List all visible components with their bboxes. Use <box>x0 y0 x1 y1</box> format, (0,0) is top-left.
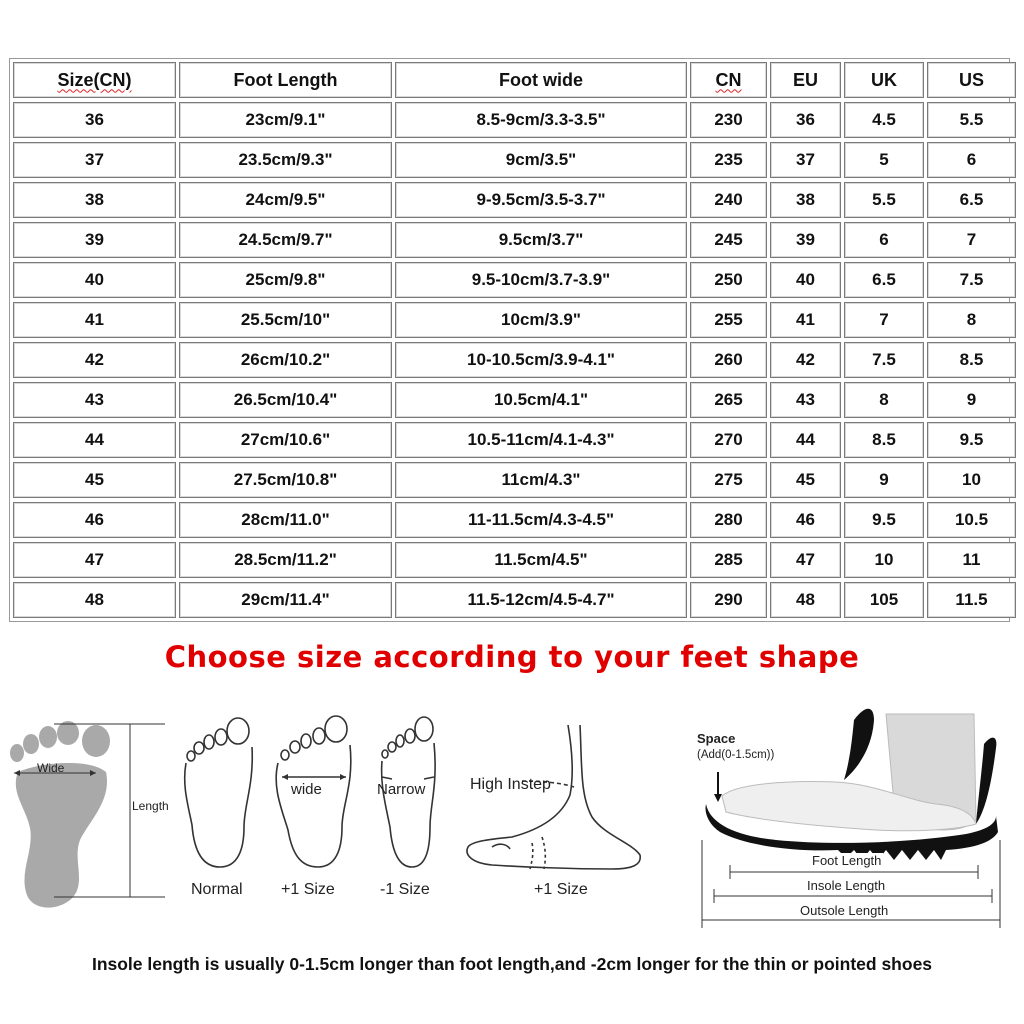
foot-length-label: Foot Length <box>812 853 882 868</box>
table-cell-eu: 47 <box>770 542 841 578</box>
header-uk <box>844 62 924 98</box>
table-cell-uk: 9 <box>844 462 924 498</box>
table-cell-uk: 6.5 <box>844 262 924 298</box>
header-size-cn <box>13 62 176 98</box>
wide-caption: +1 Size <box>281 881 335 898</box>
header-us <box>927 62 1016 98</box>
table-cell-size-cn: 38 <box>13 182 176 218</box>
table-cell-cn: 255 <box>690 302 767 338</box>
table-cell-us: 6 <box>927 142 1016 178</box>
table-cell-size-cn: 46 <box>13 502 176 538</box>
table-cell-us: 7.5 <box>927 262 1016 298</box>
table-cell-size-cn: 43 <box>13 382 176 418</box>
table-cell-uk: 5 <box>844 142 924 178</box>
table-cell-eu: 41 <box>770 302 841 338</box>
table-cell-cn: 265 <box>690 382 767 418</box>
table-cell-size-cn: 37 <box>13 142 176 178</box>
table-cell-us: 8 <box>927 302 1016 338</box>
table-cell-foot-length: 23cm/9.1" <box>179 102 392 138</box>
table-cell-uk: 4.5 <box>844 102 924 138</box>
header-cn <box>690 62 767 98</box>
table-cell-eu: 44 <box>770 422 841 458</box>
table-cell-size-cn: 40 <box>13 262 176 298</box>
table-cell-cn: 260 <box>690 342 767 378</box>
table-cell-cn: 285 <box>690 542 767 578</box>
wide-foot-label: wide <box>291 781 322 798</box>
table-cell-foot-wide: 10cm/3.9" <box>395 302 687 338</box>
table-cell-cn: 290 <box>690 582 767 618</box>
table-cell-eu: 40 <box>770 262 841 298</box>
table-cell-foot-wide: 11cm/4.3" <box>395 462 687 498</box>
table-cell-foot-wide: 11-11.5cm/4.3-4.5" <box>395 502 687 538</box>
table-cell-foot-length: 25cm/9.8" <box>179 262 392 298</box>
outsole-length-label: Outsole Length <box>800 903 889 918</box>
table-cell-eu: 39 <box>770 222 841 258</box>
headline: Choose size according to your feet shape <box>164 640 860 674</box>
table-cell-us: 9 <box>927 382 1016 418</box>
table-cell-size-cn: 42 <box>13 342 176 378</box>
header-foot-length <box>179 62 392 98</box>
space-subtitle: (Add(0-1.5cm)) <box>697 749 775 761</box>
normal-foot-icon <box>178 715 268 875</box>
table-cell-uk: 9.5 <box>844 502 924 538</box>
table-cell-uk: 5.5 <box>844 182 924 218</box>
table-cell-cn: 280 <box>690 502 767 538</box>
table-cell-uk: 10 <box>844 542 924 578</box>
wide-label: Wide <box>37 761 65 775</box>
header-label: US <box>958 69 984 90</box>
normal-caption: Normal <box>191 881 243 898</box>
table-cell-eu: 37 <box>770 142 841 178</box>
table-cell-foot-wide: 9cm/3.5" <box>395 142 687 178</box>
table-cell-us: 8.5 <box>927 342 1016 378</box>
table-cell-us: 10.5 <box>927 502 1016 538</box>
table-cell-us: 6.5 <box>927 182 1016 218</box>
table-cell-eu: 46 <box>770 502 841 538</box>
table-cell-foot-wide: 11.5-12cm/4.5-4.7" <box>395 582 687 618</box>
table-cell-eu: 48 <box>770 582 841 618</box>
header-label: Size(CN) <box>57 69 132 90</box>
table-cell-foot-length: 27.5cm/10.8" <box>179 462 392 498</box>
table-cell-size-cn: 41 <box>13 302 176 338</box>
header-eu <box>770 62 841 98</box>
table-cell-us: 9.5 <box>927 422 1016 458</box>
length-label: Length <box>132 799 169 813</box>
table-cell-foot-length: 28cm/11.0" <box>179 502 392 538</box>
table-cell-size-cn: 48 <box>13 582 176 618</box>
table-cell-eu: 42 <box>770 342 841 378</box>
table-cell-foot-length: 26cm/10.2" <box>179 342 392 378</box>
table-cell-foot-wide: 11.5cm/4.5" <box>395 542 687 578</box>
table-cell-foot-length: 28.5cm/11.2" <box>179 542 392 578</box>
table-cell-foot-length: 23.5cm/9.3" <box>179 142 392 178</box>
table-cell-cn: 230 <box>690 102 767 138</box>
table-cell-eu: 45 <box>770 462 841 498</box>
table-cell-foot-length: 24.5cm/9.7" <box>179 222 392 258</box>
insole-length-label: Insole Length <box>807 878 886 893</box>
high-instep-title: High Instep <box>470 776 551 793</box>
size-chart-table <box>9 58 1010 622</box>
space-title: Space <box>697 731 736 746</box>
table-cell-us: 5.5 <box>927 102 1016 138</box>
narrow-foot-label: Narrow <box>377 781 426 798</box>
table-cell-size-cn: 44 <box>13 422 176 458</box>
table-cell-size-cn: 36 <box>13 102 176 138</box>
high-instep-foot-icon <box>462 725 662 875</box>
table-cell-cn: 240 <box>690 182 767 218</box>
header-label: Foot wide <box>499 69 583 90</box>
table-cell-uk: 8.5 <box>844 422 924 458</box>
table-cell-eu: 36 <box>770 102 841 138</box>
insole-note: Insole length is usually 0-1.5cm longer than foot length,and -2cm longer for the thin or pointed shoes <box>91 954 933 974</box>
table-cell-foot-wide: 10.5cm/4.1" <box>395 382 687 418</box>
table-cell-cn: 250 <box>690 262 767 298</box>
table-cell-foot-length: 25.5cm/10" <box>179 302 392 338</box>
high-instep-caption: +1 Size <box>534 881 588 898</box>
table-cell-cn: 245 <box>690 222 767 258</box>
table-cell-cn: 270 <box>690 422 767 458</box>
table-cell-size-cn: 47 <box>13 542 176 578</box>
table-cell-foot-length: 29cm/11.4" <box>179 582 392 618</box>
table-cell-us: 10 <box>927 462 1016 498</box>
foot-shape-illustrations <box>0 690 1024 940</box>
table-cell-uk: 8 <box>844 382 924 418</box>
table-cell-foot-wide: 8.5-9cm/3.3-3.5" <box>395 102 687 138</box>
table-cell-foot-wide: 9.5-10cm/3.7-3.9" <box>395 262 687 298</box>
table-cell-uk: 7.5 <box>844 342 924 378</box>
table-cell-foot-wide: 9.5cm/3.7" <box>395 222 687 258</box>
table-cell-us: 7 <box>927 222 1016 258</box>
table-cell-uk: 105 <box>844 582 924 618</box>
table-cell-uk: 6 <box>844 222 924 258</box>
table-cell-cn: 235 <box>690 142 767 178</box>
table-cell-size-cn: 45 <box>13 462 176 498</box>
table-cell-foot-wide: 9-9.5cm/3.5-3.7" <box>395 182 687 218</box>
table-cell-us: 11 <box>927 542 1016 578</box>
table-cell-cn: 275 <box>690 462 767 498</box>
table-cell-foot-length: 26.5cm/10.4" <box>179 382 392 418</box>
table-cell-foot-wide: 10.5-11cm/4.1-4.3" <box>395 422 687 458</box>
header-label: EU <box>792 69 818 90</box>
footprint-icon <box>0 710 190 930</box>
header-foot-wide <box>395 62 687 98</box>
header-label: Foot Length <box>233 69 338 90</box>
header-label: UK <box>871 69 897 90</box>
table-cell-eu: 43 <box>770 382 841 418</box>
table-cell-us: 11.5 <box>927 582 1016 618</box>
narrow-caption: -1 Size <box>380 881 430 898</box>
table-cell-eu: 38 <box>770 182 841 218</box>
table-cell-foot-wide: 10-10.5cm/3.9-4.1" <box>395 342 687 378</box>
header-label: CN <box>715 69 742 90</box>
table-cell-foot-length: 27cm/10.6" <box>179 422 392 458</box>
table-cell-size-cn: 39 <box>13 222 176 258</box>
table-cell-foot-length: 24cm/9.5" <box>179 182 392 218</box>
table-cell-uk: 7 <box>844 302 924 338</box>
